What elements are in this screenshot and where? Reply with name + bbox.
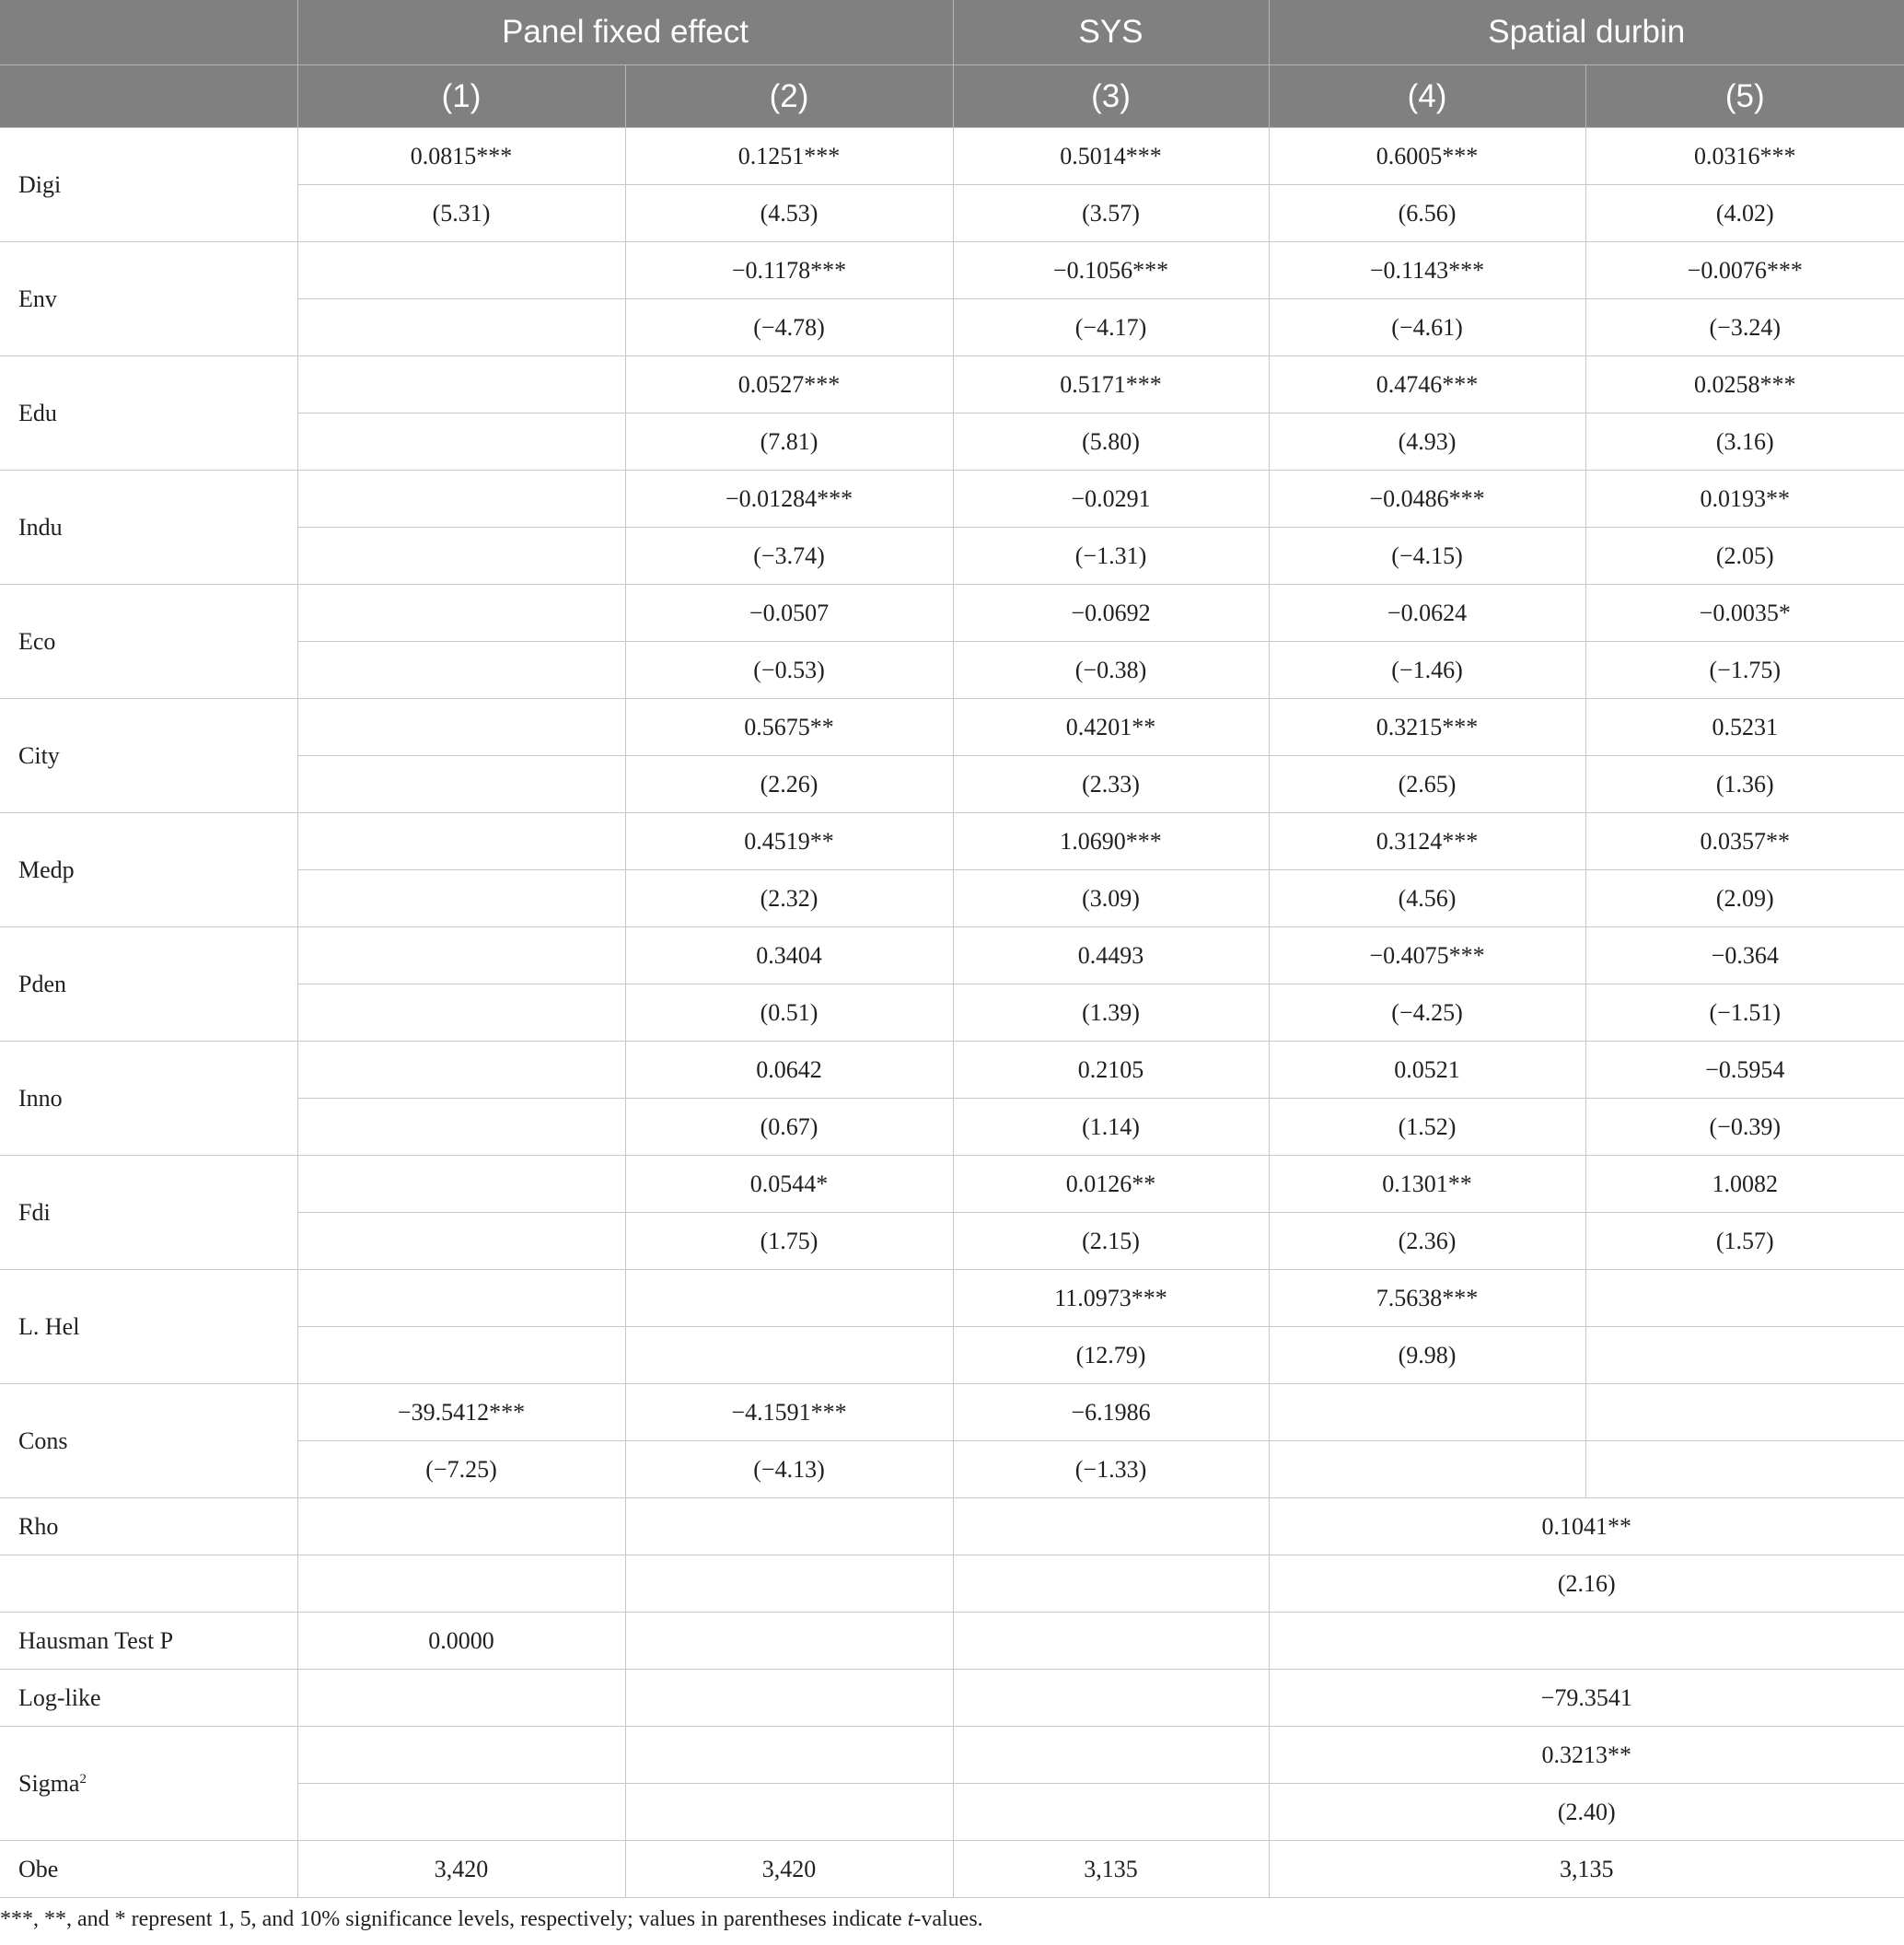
table-cell bbox=[953, 1498, 1269, 1555]
table-row bbox=[0, 242, 1904, 299]
table-cell bbox=[953, 1613, 1269, 1670]
table-cell bbox=[297, 471, 625, 528]
table-cell: 0.0815*** bbox=[297, 128, 625, 185]
footnote-end: -values. bbox=[913, 1907, 983, 1931]
table-cell: (2.15) bbox=[953, 1213, 1269, 1270]
table-cell bbox=[1269, 1613, 1904, 1670]
table-cell: −0.5954 bbox=[1585, 1042, 1904, 1099]
table-cell: (4.93) bbox=[1269, 413, 1585, 471]
table-cell: 0.0316*** bbox=[1585, 128, 1904, 185]
table-cell bbox=[625, 1270, 953, 1327]
table-cell: (−3.74) bbox=[625, 528, 953, 585]
table-cell: 3,135 bbox=[1269, 1841, 1904, 1898]
table-cell bbox=[1269, 1441, 1585, 1498]
table-row bbox=[0, 1670, 1904, 1727]
table-row bbox=[0, 356, 1904, 413]
row-label: City bbox=[0, 699, 297, 813]
table-cell: 0.0193** bbox=[1585, 471, 1904, 528]
table-cell: (1.57) bbox=[1585, 1213, 1904, 1270]
row-label: Log-like bbox=[0, 1670, 297, 1727]
row-label: Indu bbox=[0, 471, 297, 585]
header-group: Panel fixed effect bbox=[297, 0, 953, 65]
table-cell bbox=[297, 699, 625, 756]
row-label: Edu bbox=[0, 356, 297, 471]
table-cell: 0.5171*** bbox=[953, 356, 1269, 413]
table-cell: 0.1251*** bbox=[625, 128, 953, 185]
table-cell bbox=[297, 927, 625, 984]
table-cell: (−4.61) bbox=[1269, 299, 1585, 356]
table-cell: 0.4746*** bbox=[1269, 356, 1585, 413]
table-cell: (9.98) bbox=[1269, 1327, 1585, 1384]
table-cell bbox=[297, 299, 625, 356]
header-model: (5) bbox=[1585, 65, 1904, 128]
table-body bbox=[0, 128, 1904, 1498]
row-label: Inno bbox=[0, 1042, 297, 1156]
table-cell: (4.56) bbox=[1269, 870, 1585, 927]
table-cell: (−1.46) bbox=[1269, 642, 1585, 699]
table-row bbox=[0, 1156, 1904, 1213]
table-cell bbox=[297, 1498, 625, 1555]
table-cell bbox=[953, 1555, 1269, 1613]
table-cell: 0.0357** bbox=[1585, 813, 1904, 870]
table-cell: 0.0000 bbox=[297, 1613, 625, 1670]
table-stats bbox=[0, 1498, 1904, 1898]
table-cell bbox=[625, 1555, 953, 1613]
table-cell bbox=[1585, 1441, 1904, 1498]
table-cell: (4.02) bbox=[1585, 185, 1904, 242]
table-cell bbox=[297, 1727, 625, 1784]
header-model: (2) bbox=[625, 65, 953, 128]
table-cell: (−1.75) bbox=[1585, 642, 1904, 699]
header-row-models bbox=[0, 65, 1904, 128]
table-cell: (6.56) bbox=[1269, 185, 1585, 242]
table-cell: (0.67) bbox=[625, 1099, 953, 1156]
table-cell bbox=[297, 984, 625, 1042]
table-cell: 0.4519** bbox=[625, 813, 953, 870]
table-cell: 0.3213** bbox=[1269, 1727, 1904, 1784]
table-cell: 0.0544* bbox=[625, 1156, 953, 1213]
table-cell: (1.39) bbox=[953, 984, 1269, 1042]
table-cell: (2.09) bbox=[1585, 870, 1904, 927]
table-cell: (3.09) bbox=[953, 870, 1269, 927]
table-cell: (−4.25) bbox=[1269, 984, 1585, 1042]
header-group: Spatial durbin bbox=[1269, 0, 1904, 65]
row-label: Obe bbox=[0, 1841, 297, 1898]
table-cell: 0.0521 bbox=[1269, 1042, 1585, 1099]
table-cell: 0.1041** bbox=[1269, 1498, 1904, 1555]
table-cell: 7.5638*** bbox=[1269, 1270, 1585, 1327]
table-cell: 0.4493 bbox=[953, 927, 1269, 984]
table-cell: (12.79) bbox=[953, 1327, 1269, 1384]
table-row bbox=[0, 1613, 1904, 1670]
row-label bbox=[0, 1727, 297, 1841]
table-cell: (−3.24) bbox=[1585, 299, 1904, 356]
row-label: L. Hel bbox=[0, 1270, 297, 1384]
table-cell bbox=[625, 1327, 953, 1384]
table-cell bbox=[297, 242, 625, 299]
table-cell bbox=[297, 1156, 625, 1213]
row-label bbox=[0, 1555, 297, 1613]
table-row bbox=[0, 1384, 1904, 1441]
table-cell: 0.5014*** bbox=[953, 128, 1269, 185]
table-cell bbox=[625, 1498, 953, 1555]
table-cell bbox=[1269, 1384, 1585, 1441]
table-cell: −0.0507 bbox=[625, 585, 953, 642]
header-model: (1) bbox=[297, 65, 625, 128]
footnote-text: ***, **, and * represent 1, 5, and 10% significance levels, respectively; values in parentheses indicate bbox=[0, 1907, 908, 1931]
table-cell bbox=[297, 1555, 625, 1613]
table-cell: (1.14) bbox=[953, 1099, 1269, 1156]
table-cell: 0.3404 bbox=[625, 927, 953, 984]
sigma-label: Sigma bbox=[18, 1769, 80, 1797]
table-cell: (3.16) bbox=[1585, 413, 1904, 471]
table-cell: −0.0291 bbox=[953, 471, 1269, 528]
sigma-sup: 2 bbox=[79, 1771, 87, 1787]
table-cell bbox=[297, 356, 625, 413]
table-cell bbox=[953, 1727, 1269, 1784]
table-cell: (2.33) bbox=[953, 756, 1269, 813]
table-cell: (7.81) bbox=[625, 413, 953, 471]
row-label: Hausman Test P bbox=[0, 1613, 297, 1670]
table-cell bbox=[297, 1213, 625, 1270]
footnote bbox=[0, 1898, 1904, 1932]
table-cell bbox=[297, 1042, 625, 1099]
table-cell: −0.364 bbox=[1585, 927, 1904, 984]
header-row-groups bbox=[0, 0, 1904, 65]
table-row bbox=[0, 813, 1904, 870]
table-cell: (−4.78) bbox=[625, 299, 953, 356]
table-cell: (2.65) bbox=[1269, 756, 1585, 813]
table-row bbox=[0, 1727, 1904, 1784]
header-group: SYS bbox=[953, 0, 1269, 65]
table-cell: (2.26) bbox=[625, 756, 953, 813]
table-cell: (−4.17) bbox=[953, 299, 1269, 356]
table-cell: −0.4075*** bbox=[1269, 927, 1585, 984]
table-cell: −39.5412*** bbox=[297, 1384, 625, 1441]
table-cell: 0.0642 bbox=[625, 1042, 953, 1099]
table-cell: (−0.38) bbox=[953, 642, 1269, 699]
footnote-italic: t bbox=[907, 1907, 914, 1931]
table-row bbox=[0, 1042, 1904, 1099]
table-cell: (4.53) bbox=[625, 185, 953, 242]
table-cell: −0.1056*** bbox=[953, 242, 1269, 299]
table-cell bbox=[297, 585, 625, 642]
table-cell: −0.0624 bbox=[1269, 585, 1585, 642]
table-row bbox=[0, 927, 1904, 984]
table-cell bbox=[297, 528, 625, 585]
table-cell: −79.3541 bbox=[1269, 1670, 1904, 1727]
table-cell: −0.1143*** bbox=[1269, 242, 1585, 299]
table-cell bbox=[1585, 1270, 1904, 1327]
table-cell bbox=[953, 1670, 1269, 1727]
table-cell bbox=[625, 1613, 953, 1670]
table-cell bbox=[297, 1327, 625, 1384]
table-cell bbox=[297, 1099, 625, 1156]
table-cell: 0.5675** bbox=[625, 699, 953, 756]
table-cell bbox=[953, 1784, 1269, 1841]
header-model: (4) bbox=[1269, 65, 1585, 128]
table-cell: 0.4201** bbox=[953, 699, 1269, 756]
table-cell: (2.16) bbox=[1269, 1555, 1904, 1613]
table-cell bbox=[297, 642, 625, 699]
table-cell: 3,420 bbox=[625, 1841, 953, 1898]
table-cell bbox=[297, 1270, 625, 1327]
table-cell bbox=[1585, 1384, 1904, 1441]
table-cell: 0.3215*** bbox=[1269, 699, 1585, 756]
table-cell: (−4.15) bbox=[1269, 528, 1585, 585]
table-cell: −0.0486*** bbox=[1269, 471, 1585, 528]
row-label: Rho bbox=[0, 1498, 297, 1555]
row-label: Cons bbox=[0, 1384, 297, 1498]
table-cell: 0.2105 bbox=[953, 1042, 1269, 1099]
table-cell bbox=[625, 1784, 953, 1841]
table-cell: (−7.25) bbox=[297, 1441, 625, 1498]
header-corner bbox=[0, 65, 297, 128]
table-cell bbox=[625, 1670, 953, 1727]
table-row bbox=[0, 585, 1904, 642]
row-label: Medp bbox=[0, 813, 297, 927]
table-cell: 0.1301** bbox=[1269, 1156, 1585, 1213]
table-cell: (0.51) bbox=[625, 984, 953, 1042]
table-cell bbox=[625, 1727, 953, 1784]
table-cell: (1.75) bbox=[625, 1213, 953, 1270]
table-cell: −0.0076*** bbox=[1585, 242, 1904, 299]
table-cell: 11.0973*** bbox=[953, 1270, 1269, 1327]
table-cell: −0.0035* bbox=[1585, 585, 1904, 642]
table-cell: −0.1178*** bbox=[625, 242, 953, 299]
table-cell: −0.0692 bbox=[953, 585, 1269, 642]
table-row bbox=[0, 699, 1904, 756]
table-cell: 0.0527*** bbox=[625, 356, 953, 413]
table-cell bbox=[1585, 1327, 1904, 1384]
table-cell: 3,135 bbox=[953, 1841, 1269, 1898]
table-row bbox=[0, 471, 1904, 528]
table-cell: 0.3124*** bbox=[1269, 813, 1585, 870]
row-label: Env bbox=[0, 242, 297, 356]
header-model: (3) bbox=[953, 65, 1269, 128]
table-cell: (2.05) bbox=[1585, 528, 1904, 585]
table-cell: (1.36) bbox=[1585, 756, 1904, 813]
table-cell: −4.1591*** bbox=[625, 1384, 953, 1441]
table-cell: −6.1986 bbox=[953, 1384, 1269, 1441]
table-cell: (2.40) bbox=[1269, 1784, 1904, 1841]
table-cell: (5.31) bbox=[297, 185, 625, 242]
row-label: Digi bbox=[0, 128, 297, 242]
header-corner bbox=[0, 0, 297, 65]
table-cell bbox=[297, 413, 625, 471]
row-label: Eco bbox=[0, 585, 297, 699]
table-row bbox=[0, 1498, 1904, 1555]
table-cell bbox=[297, 813, 625, 870]
table-cell bbox=[297, 870, 625, 927]
table-cell: (−0.39) bbox=[1585, 1099, 1904, 1156]
table-row bbox=[0, 1841, 1904, 1898]
table-cell: (−1.51) bbox=[1585, 984, 1904, 1042]
table-row bbox=[0, 1555, 1904, 1613]
table-row bbox=[0, 128, 1904, 185]
table-cell: (2.32) bbox=[625, 870, 953, 927]
table-cell: (1.52) bbox=[1269, 1099, 1585, 1156]
table-cell bbox=[297, 1670, 625, 1727]
table-cell bbox=[297, 756, 625, 813]
table-cell: 0.5231 bbox=[1585, 699, 1904, 756]
table-cell: 1.0082 bbox=[1585, 1156, 1904, 1213]
table-cell: 0.0258*** bbox=[1585, 356, 1904, 413]
table-cell: (2.36) bbox=[1269, 1213, 1585, 1270]
table-cell: 3,420 bbox=[297, 1841, 625, 1898]
table-cell: (−1.33) bbox=[953, 1441, 1269, 1498]
row-label: Fdi bbox=[0, 1156, 297, 1270]
table-cell: 0.6005*** bbox=[1269, 128, 1585, 185]
table-cell: −0.01284*** bbox=[625, 471, 953, 528]
row-label: Pden bbox=[0, 927, 297, 1042]
table-cell: (−1.31) bbox=[953, 528, 1269, 585]
table-cell: (−4.13) bbox=[625, 1441, 953, 1498]
table-cell: 1.0690*** bbox=[953, 813, 1269, 870]
table-cell: (5.80) bbox=[953, 413, 1269, 471]
table-cell bbox=[297, 1784, 625, 1841]
table-row bbox=[0, 1270, 1904, 1327]
table-cell: (−0.53) bbox=[625, 642, 953, 699]
table-cell: (3.57) bbox=[953, 185, 1269, 242]
table-cell: 0.0126** bbox=[953, 1156, 1269, 1213]
